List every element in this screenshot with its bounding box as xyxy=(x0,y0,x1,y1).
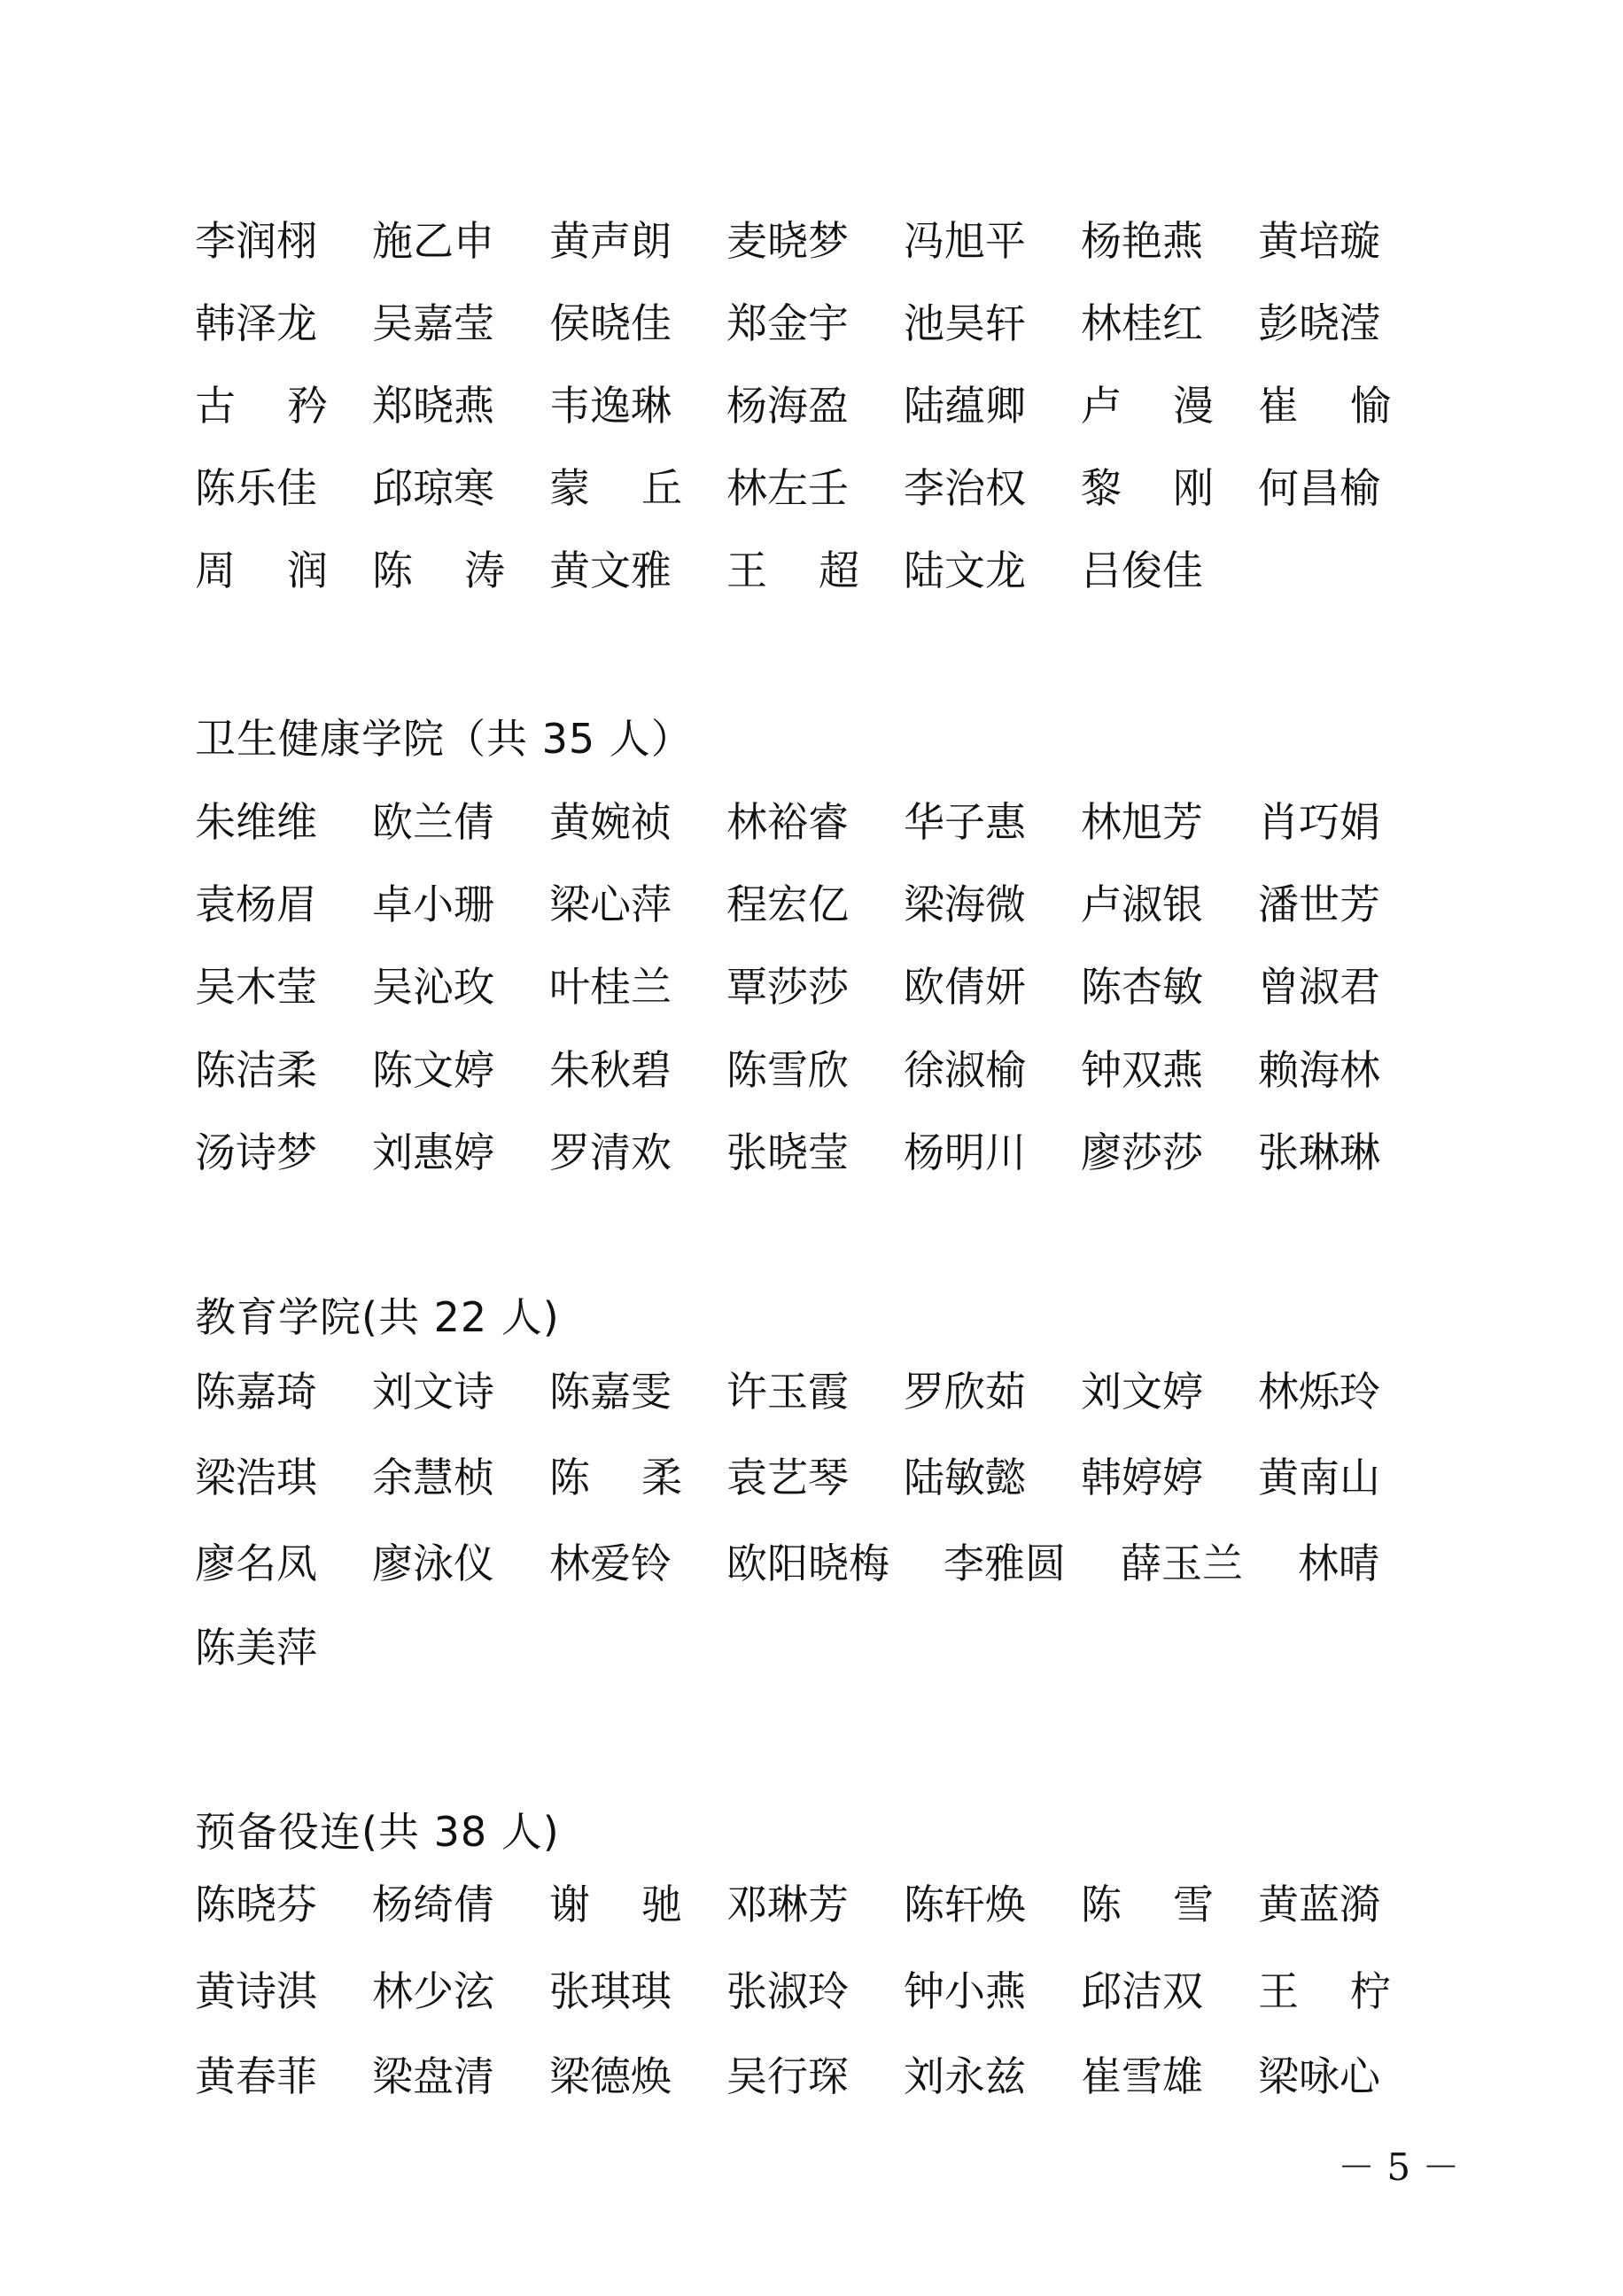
person-name: 杨明川 xyxy=(904,1129,1026,1176)
person-name: 王 超 xyxy=(726,547,859,594)
section-heading: 教育学院(共 22 人) xyxy=(195,1293,560,1341)
person-name: 陈乐佳 xyxy=(195,464,317,512)
person-name: 施乙申 xyxy=(372,217,494,265)
person-name: 吴沁玫 xyxy=(372,963,494,1011)
person-name: 韩泽龙 xyxy=(195,299,317,347)
person-name: 肖巧娟 xyxy=(1258,798,1380,846)
person-name: 古 矜 xyxy=(195,382,328,430)
person-name: 彭晓滢 xyxy=(1258,299,1380,347)
person-name: 黎 刚 xyxy=(1081,464,1214,512)
person-name: 邓琳芳 xyxy=(726,1881,849,1928)
person-name: 蒙 丘 xyxy=(549,464,682,512)
person-name: 陈嘉雯 xyxy=(549,1368,672,1416)
person-name: 陈晓芬 xyxy=(195,1881,317,1928)
person-name: 卢 漫 xyxy=(1081,382,1214,430)
person-name: 钟小燕 xyxy=(904,1967,1026,2015)
person-name: 黄蓝漪 xyxy=(1258,1881,1380,1928)
person-name: 邱洁双 xyxy=(1081,1967,1203,2015)
person-name: 卓小珊 xyxy=(372,880,494,928)
person-name: 陈美萍 xyxy=(195,1624,317,1672)
person-name: 刘惠婷 xyxy=(372,1129,494,1176)
person-name: 陈杏敏 xyxy=(1081,963,1203,1011)
person-name: 崔雪雄 xyxy=(1081,2052,1203,2100)
person-name: 许玉霞 xyxy=(726,1368,849,1416)
person-name: 郑晓燕 xyxy=(372,382,494,430)
person-name: 卢淑银 xyxy=(1081,880,1203,928)
person-name: 陈洁柔 xyxy=(195,1046,317,1094)
person-name: 梁盘清 xyxy=(372,2052,494,2100)
person-name: 梁德焕 xyxy=(549,2052,672,2100)
person-name: 梁心萍 xyxy=(549,880,672,928)
person-name: 朱维维 xyxy=(195,798,317,846)
person-name: 陈轩焕 xyxy=(904,1881,1026,1928)
person-name: 华子惠 xyxy=(904,798,1026,846)
person-name: 林左壬 xyxy=(726,464,849,512)
person-name: 陈 柔 xyxy=(549,1454,682,1501)
person-name: 黄婉祯 xyxy=(549,798,672,846)
person-name: 吴木莹 xyxy=(195,963,317,1011)
person-name: 冯旭平 xyxy=(904,217,1026,265)
person-name: 梁咏心 xyxy=(1258,2052,1380,2100)
person-name: 薛玉兰 xyxy=(1121,1540,1243,1587)
person-name: 陈文婷 xyxy=(372,1046,494,1094)
person-name: 吴行琛 xyxy=(726,2052,849,2100)
person-name: 廖泳仪 xyxy=(372,1540,494,1587)
person-name: 程宏亿 xyxy=(726,880,849,928)
person-name: 李治权 xyxy=(904,464,1026,512)
person-name: 罗欣茹 xyxy=(904,1368,1026,1416)
person-name: 黄南山 xyxy=(1258,1454,1380,1501)
person-name: 钟双燕 xyxy=(1081,1046,1203,1094)
person-name: 梁浩琪 xyxy=(195,1454,317,1501)
person-name: 林烁玲 xyxy=(1258,1368,1380,1416)
person-name: 韦逸琳 xyxy=(549,382,672,430)
person-name: 陈雪欣 xyxy=(726,1046,849,1094)
person-name: 谢 驰 xyxy=(549,1881,682,1928)
person-name: 刘文婷 xyxy=(1081,1368,1203,1416)
person-name: 刘永兹 xyxy=(904,2052,1026,2100)
person-name: 林裕睿 xyxy=(726,798,849,846)
person-name: 林桂红 xyxy=(1081,299,1203,347)
person-name: 李润栩 xyxy=(195,217,317,265)
person-name: 周 润 xyxy=(195,547,328,594)
person-name: 罗清欢 xyxy=(549,1129,672,1176)
person-name: 吴嘉莹 xyxy=(372,299,494,347)
person-name: 邱琼寒 xyxy=(372,464,494,512)
person-name: 欧阳晓梅 xyxy=(726,1540,889,1587)
person-name: 梁海微 xyxy=(904,880,1026,928)
person-name: 李雅圆 xyxy=(944,1540,1066,1587)
person-name: 廖莎莎 xyxy=(1081,1129,1203,1176)
person-name: 麦晓梦 xyxy=(726,217,849,265)
person-name: 杨艳燕 xyxy=(1081,217,1203,265)
page-number: － 5 － xyxy=(1338,2145,1460,2189)
person-name: 廖名凤 xyxy=(195,1540,317,1587)
person-name: 汤诗梦 xyxy=(195,1129,317,1176)
person-name: 覃莎莎 xyxy=(726,963,849,1011)
person-name: 余慧桢 xyxy=(372,1454,494,1501)
person-name: 杨海盈 xyxy=(726,382,849,430)
person-name: 张晓莹 xyxy=(726,1129,849,1176)
person-name: 陈嘉琦 xyxy=(195,1368,317,1416)
person-name: 袁艺琴 xyxy=(726,1454,849,1501)
person-name: 郑金宇 xyxy=(726,299,849,347)
section-heading: 卫生健康学院（共 35 人） xyxy=(195,715,693,763)
person-name: 陆蕴卿 xyxy=(904,382,1026,430)
person-name: 张淑玲 xyxy=(726,1967,849,2015)
person-name: 侯晓佳 xyxy=(549,299,672,347)
person-name: 黄声朗 xyxy=(549,217,672,265)
person-name: 黄培璇 xyxy=(1258,217,1380,265)
person-name: 吕俊佳 xyxy=(1081,547,1203,594)
person-name: 张琪琪 xyxy=(549,1967,672,2015)
person-name: 张琳琳 xyxy=(1258,1129,1380,1176)
person-name: 黄诗淇 xyxy=(195,1967,317,2015)
person-name: 林晴 xyxy=(1298,1540,1379,1587)
person-name: 欧倩妍 xyxy=(904,963,1026,1011)
person-name: 徐淑榆 xyxy=(904,1046,1026,1094)
person-name: 叶桂兰 xyxy=(549,963,672,1011)
person-name: 陈 雪 xyxy=(1081,1881,1214,1928)
person-name: 赖海林 xyxy=(1258,1046,1380,1094)
person-name: 何昌榆 xyxy=(1258,464,1380,512)
person-name: 崔 愉 xyxy=(1258,382,1391,430)
person-name: 曾淑君 xyxy=(1258,963,1380,1011)
person-name: 黄春菲 xyxy=(195,2052,317,2100)
person-name: 刘文诗 xyxy=(372,1368,494,1416)
person-name: 黄文雅 xyxy=(549,547,672,594)
person-name: 韩婷婷 xyxy=(1081,1454,1203,1501)
person-name: 欧兰倩 xyxy=(372,798,494,846)
person-name: 林旭芳 xyxy=(1081,798,1203,846)
person-name: 潘世芳 xyxy=(1258,880,1380,928)
person-name: 朱秋碧 xyxy=(549,1046,672,1094)
person-name: 王 柠 xyxy=(1258,1967,1391,2015)
section-heading: 预备役连(共 38 人) xyxy=(195,1808,560,1856)
person-name: 杨绮倩 xyxy=(372,1881,494,1928)
person-name: 陆敏懿 xyxy=(904,1454,1026,1501)
person-name: 池昊轩 xyxy=(904,299,1026,347)
person-name: 陆文龙 xyxy=(904,547,1026,594)
person-name: 陈 涛 xyxy=(372,547,505,594)
person-name: 林少泫 xyxy=(372,1967,494,2015)
person-name: 袁杨眉 xyxy=(195,880,317,928)
person-name: 林爱铃 xyxy=(549,1540,672,1587)
